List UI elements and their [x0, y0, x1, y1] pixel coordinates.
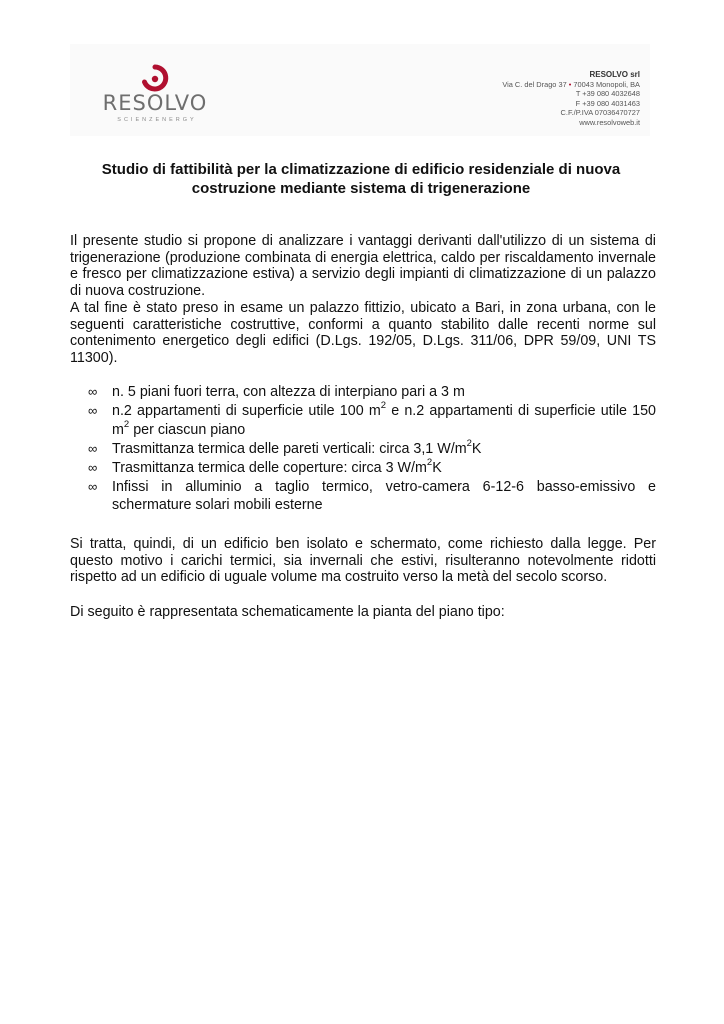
intro-paragraph-1: Il presente studio si propone di analizzare i vantaggi derivanti dall'utilizzo di un sistema di trigenerazione (produzione combinata di energia elettrica, caldo per riscaldamento invernale e fresco per climatizzazione estiva) a servizio degli impianti di climatizzazione di un palazzo di nuova costruzione. [70, 233, 656, 300]
infinity-bullet-icon: ∞ [88, 440, 98, 456]
closing-paragraph-2: Di seguito è rappresentata schematicamente la pianta del piano tipo: [70, 604, 505, 620]
logo-wordmark: RESOLVO [102, 91, 208, 115]
list-item: ∞ Infissi in alluminio a taglio termico, vetro-camera 6-12-6 basso-emissivo e schermature solari mobili esterne [88, 478, 656, 513]
infinity-bullet-icon: ∞ [88, 403, 98, 418]
address-separator: • [568, 79, 572, 89]
list-item: ∞ n.2 appartamenti di superficie utile 100 $m^2$ e n.2 appartamenti di superficie utile 150 $m^2$ per ciascun piano [88, 400, 656, 438]
intro-paragraph-2: A tal fine è stato preso in esame un palazzo fittizio, ubicato a Bari, in zona urbana, con le seguenti caratteristiche costruttive, conformi a quanto stabilito dalle recenti norme sul contenimento energetico degli edifici (D.Lgs. 192/05, D.Lgs. 311/06, DPR 59/09, UNI TS 11300). [70, 299, 656, 366]
company-vat: C.F./P.IVA 07036470727 [560, 108, 640, 117]
building-features-list [70, 383, 656, 515]
company-phone: T +39 080 4032648 [575, 89, 640, 98]
intro-paragraphs [70, 233, 656, 367]
document-title [70, 160, 652, 198]
infinity-bullet-icon: ∞ [88, 384, 98, 399]
list-item: ∞ n. 5 piani fuori terra, con altezza di interpiano pari a 3 m [88, 384, 465, 400]
title-line-2: costruzione mediante sistema di trigenerazione [191, 180, 531, 197]
resolvo-logo [100, 64, 210, 129]
title-line-1: Studio di fattibilità per la climatizzazione di edificio residenziale di nuova [101, 161, 621, 178]
company-contact-block [502, 70, 640, 127]
logo-swirl-icon [140, 64, 170, 94]
logo-tagline: SCIENZENERGY [117, 117, 197, 123]
company-address: Via C. del Drago 37 • 70043 Monopoli, BA [502, 79, 640, 89]
letterhead [70, 44, 650, 136]
company-name: RESOLVO srl [589, 70, 640, 79]
list-item: ∞ Trasmittanza termica delle pareti verticali: circa 3,1 $W/m^2K$ [88, 437, 482, 457]
company-website: www.resolvoweb.it [579, 117, 640, 127]
infinity-bullet-icon: ∞ [88, 478, 98, 494]
company-fax: F +39 080 4031463 [575, 98, 640, 108]
infinity-bullet-icon: ∞ [88, 459, 98, 475]
closing-paragraph-1: Si tratta, quindi, di un edificio ben isolato e schermato, come richiesto dalla legge. Per questo motivo i carichi termici, sia invernali che estivi, risulteranno notevolmente ridotti rispetto ad un edificio di uguale volume ma costruito verso la metà del secolo scorso. [70, 536, 656, 586]
list-item: ∞ Trasmittanza termica delle coperture: circa 3 $W/m^2K$ [88, 456, 442, 476]
